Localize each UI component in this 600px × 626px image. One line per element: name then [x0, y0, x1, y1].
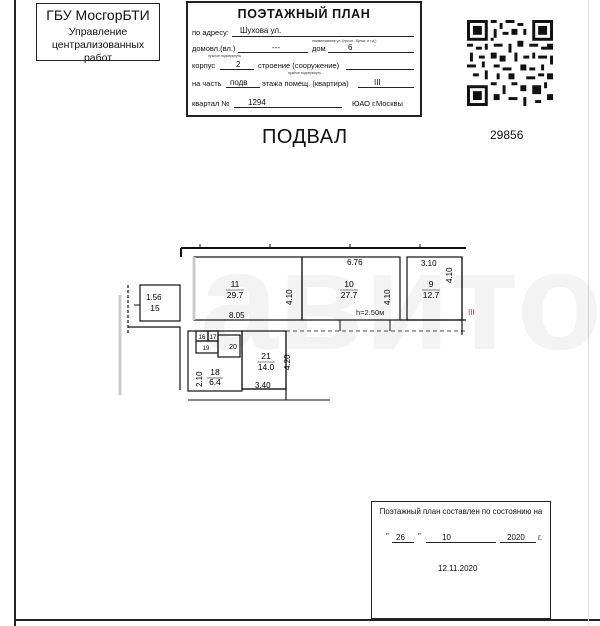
dim-410b: 4.10 [383, 289, 392, 305]
org-dept-line2: централизованных работ [51, 39, 145, 64]
dim-210: 2.10 [195, 371, 204, 387]
quote-close: " [418, 532, 421, 541]
dom-line [328, 52, 414, 53]
dom-value: 6 [348, 43, 353, 52]
dim-676: 6.76 [347, 258, 363, 267]
kvartal-label: квартал № [192, 99, 230, 108]
room-17-number: 17 [209, 335, 217, 341]
dim-805: 8.05 [229, 311, 245, 320]
qr-code [467, 20, 553, 106]
stroenie-line [346, 69, 414, 70]
kvartal-value: 1294 [248, 98, 266, 107]
org-name: ГБУ МосгорБТИ [46, 7, 150, 23]
korpus-line [220, 69, 254, 70]
organization-box [36, 3, 160, 64]
ceiling-height: h=2.50м [356, 308, 385, 317]
floor-heading: ПОДВАЛ [262, 126, 348, 148]
status-day: 26 [396, 533, 405, 542]
dim-420: 4.20 [283, 354, 292, 370]
kvartal-line [234, 107, 342, 108]
dom-label: дом [312, 44, 326, 53]
domovl-label: домовл.(вл.) [192, 44, 236, 53]
address-label: по адресу: [192, 28, 229, 37]
domovl-value: --- [272, 43, 280, 52]
part-label: на часть [192, 79, 222, 88]
page-frame-bottom [14, 619, 600, 621]
room-21-area: 14.0 [257, 362, 275, 372]
part-value: подв [230, 78, 248, 87]
month-line [426, 542, 496, 543]
district: ЮАО г.Москвы [352, 99, 403, 108]
address-line [232, 36, 414, 37]
dim-156: 1.56 [146, 293, 162, 302]
room-10-area: 27.7 [340, 290, 358, 300]
room-9-number: 9 [428, 279, 434, 289]
room-11-area: 29.7 [226, 290, 244, 300]
dim-340: 3.40 [255, 381, 271, 390]
form-title: ПОЭТАЖНЫЙ ПЛАН [237, 7, 371, 21]
status-box [371, 501, 551, 619]
room-11-number: 11 [230, 279, 240, 289]
domovl-line [238, 52, 308, 53]
dim-410a: 4.10 [285, 289, 294, 305]
korpus-label: корпус [192, 61, 216, 70]
address-value: Шухова ул. [240, 26, 282, 35]
document-code: 29856 [490, 128, 524, 142]
floor-value: III [374, 78, 381, 87]
status-year: 2020 [507, 533, 525, 542]
page-frame-left [14, 0, 16, 626]
room-10-number: 10 [344, 279, 354, 289]
room-18-number: 18 [210, 367, 220, 377]
section-mark: III [468, 308, 475, 317]
room-9-area: 12.7 [422, 290, 440, 300]
org-dept-line1: Управление [68, 26, 128, 38]
floor-label: этажа помещ. (квартира) [262, 79, 349, 88]
address-hint: наименование ул. (просп., бульв. и т.д.) [312, 39, 377, 43]
floor-plan-drawing [100, 235, 500, 415]
stroenie-hint: нужное подчеркнуть [288, 71, 322, 75]
room-19-number: 19 [202, 346, 210, 352]
floor-plan-form [186, 1, 422, 117]
room-16-number: 16 [198, 335, 206, 341]
status-month: 10 [442, 533, 451, 542]
room-21-number: 21 [261, 351, 271, 361]
domovl-hint: нужное подчеркнуть [208, 54, 242, 58]
issue-date: 12.11.2020 [438, 564, 478, 573]
year-line [500, 542, 536, 543]
quote-open: " [386, 532, 389, 541]
korpus-value: 2 [236, 60, 241, 69]
dim-410c: 4.10 [445, 267, 454, 283]
room-20-number: 20 [229, 344, 237, 351]
status-year-suffix: г. [538, 533, 543, 542]
floor-line [358, 87, 414, 88]
stroenie-label: строение (сооружение) [258, 61, 340, 70]
room-18-area: 6.4 [209, 377, 221, 387]
status-text: Поэтажный план составлен по состоянию на [379, 507, 543, 516]
day-line [392, 542, 414, 543]
part-line [226, 87, 260, 88]
room-15-number: 15 [150, 303, 160, 313]
dim-310: 3.10 [421, 259, 437, 268]
